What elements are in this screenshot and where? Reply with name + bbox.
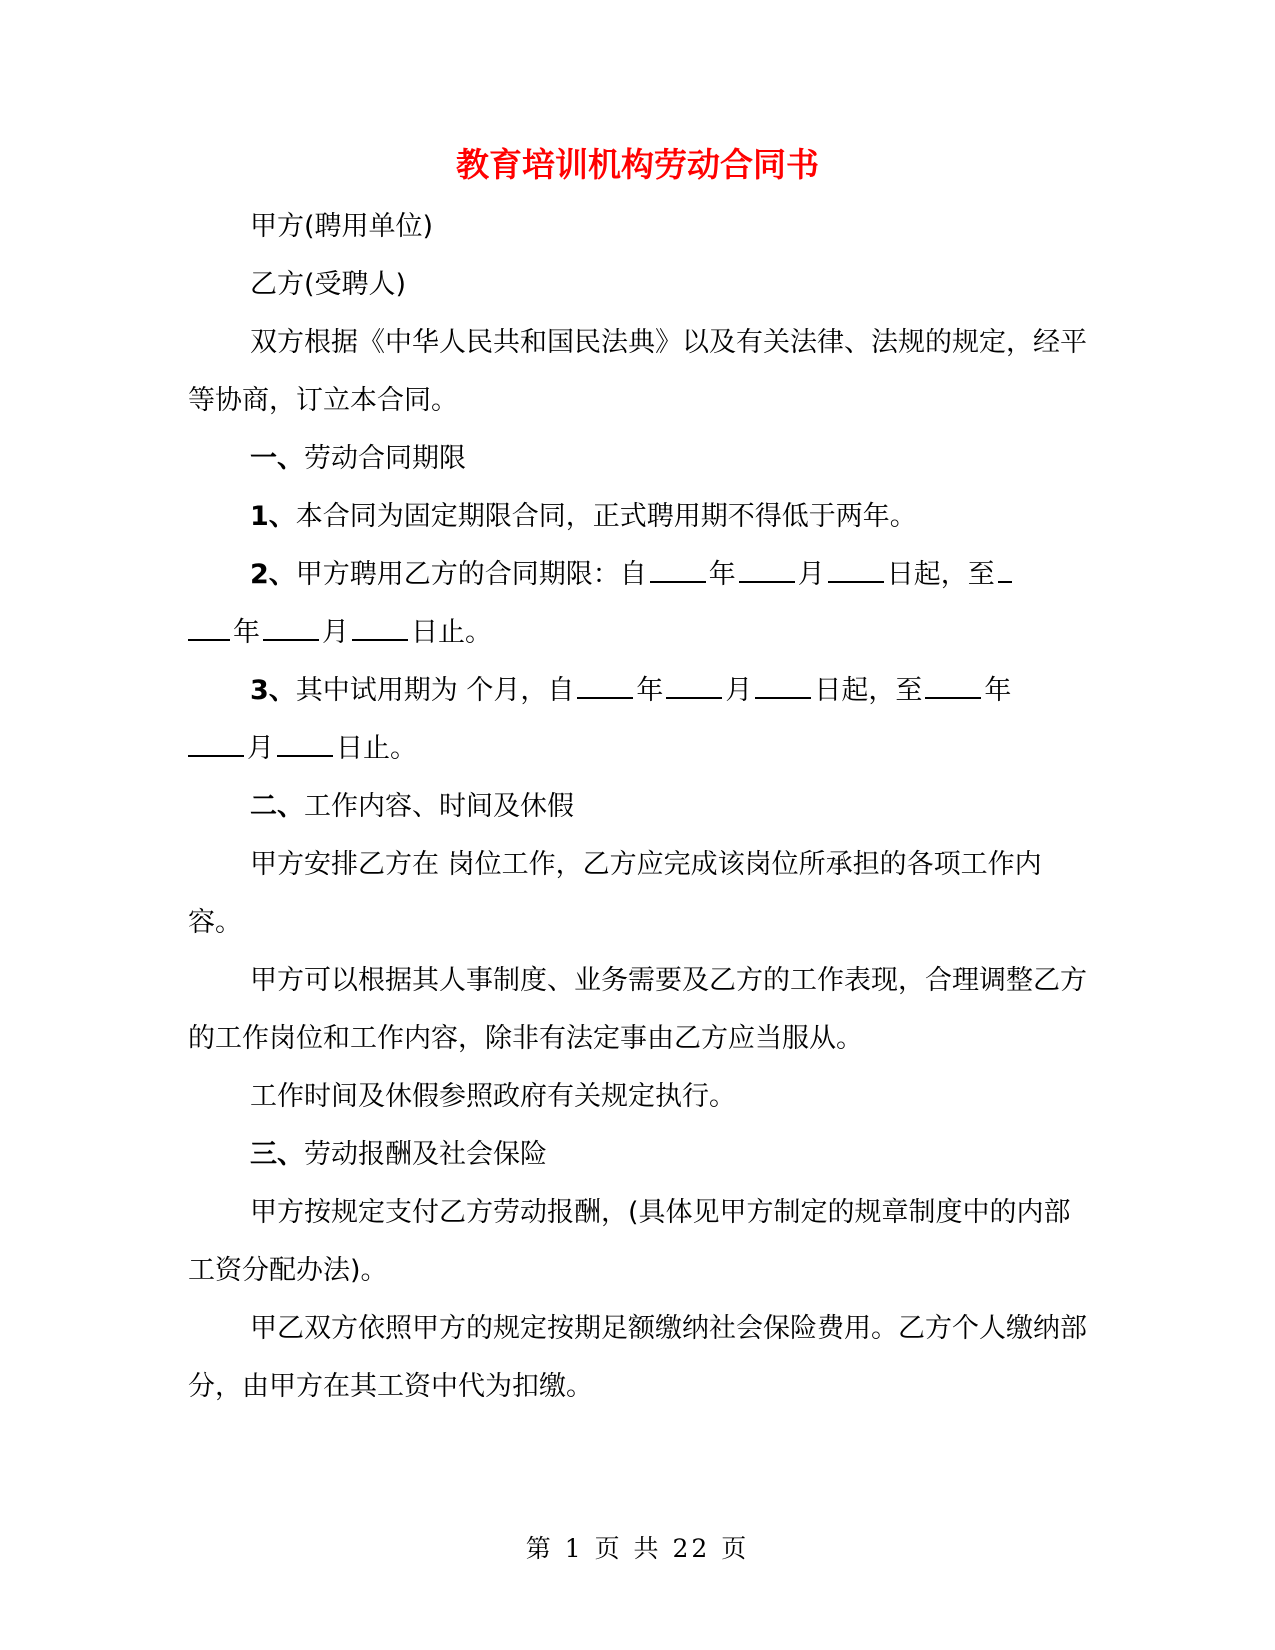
blank-end-year-part2	[188, 615, 230, 641]
section1-item2	[188, 546, 1088, 662]
section3-paragraph2: 甲乙双方依照甲方的规定按期足额缴纳社会保险费用。乙方个人缴纳部分，由甲方在其工资中代为扣缴。	[188, 1313, 1087, 1402]
unit-day-to: 日止。	[411, 617, 492, 648]
unit-year: 年	[708, 559, 736, 590]
blank-start-month	[739, 557, 795, 583]
item2-lead: 甲方聘用乙方的合同期限：自	[295, 559, 647, 590]
section2-heading	[188, 778, 1088, 836]
section1-heading-text: 劳动合同期限	[304, 443, 466, 474]
section3-paragraph1: 甲方按规定支付乙方劳动报酬，(具体见甲方制定的规章制度中的内部工资分配办法)。	[188, 1197, 1071, 1286]
unit-trial-day-to: 日止。	[336, 733, 417, 764]
blank-trial-end-day	[277, 731, 333, 757]
unit-trial-month: 月	[725, 675, 753, 706]
blank-end-day	[352, 615, 408, 641]
section2-paragraph2: 甲方可以根据其人事制度、业务需要及乙方的工作表现，合理调整乙方的工作岗位和工作内容，除非有法定事由乙方应当服从。	[188, 965, 1087, 1054]
item1-number: 1、	[250, 501, 296, 532]
party-b-line: 乙方(受聘人)	[250, 269, 407, 300]
document-title: 教育培训机构劳动合同书	[456, 145, 819, 184]
page-number-footer: 第 1 页 共 22 页	[525, 1534, 750, 1563]
unit-year-end: 年	[233, 617, 260, 648]
item1-text: 本合同为固定期限合同，正式聘用期不得低于两年。	[295, 501, 917, 532]
section3-heading-text: 劳动报酬及社会保险	[304, 1139, 547, 1170]
section2-heading-text: 工作内容、时间及休假	[304, 791, 574, 822]
blank-trial-start-month	[666, 673, 722, 699]
item2-number: 2、	[250, 559, 296, 590]
document-body	[188, 198, 1088, 1416]
item3-number: 3、	[250, 675, 296, 706]
section3-number: 三、	[250, 1139, 304, 1170]
unit-trial-year: 年	[636, 675, 664, 706]
unit-month: 月	[797, 559, 825, 590]
blank-start-day	[828, 557, 884, 583]
section1-number: 一、	[250, 443, 304, 474]
section2-paragraph1: 甲方安排乙方在 岗位工作，乙方应完成该岗位所承担的各项工作内容。	[188, 849, 1042, 938]
blank-trial-start-day	[755, 673, 811, 699]
blank-trial-end-month	[188, 731, 244, 757]
blank-trial-start-year	[577, 673, 633, 699]
party-a-line: 甲方(聘用单位)	[250, 211, 434, 242]
section1-item3	[188, 662, 1088, 778]
intro-paragraph: 双方根据《中华人民共和国民法典》以及有关法律、法规的规定，经平等协商，订立本合同。	[188, 327, 1087, 416]
unit-month-end: 月	[322, 617, 349, 648]
blank-start-year	[650, 557, 706, 583]
blank-trial-end-year	[925, 673, 981, 699]
section3-heading	[188, 1126, 1088, 1184]
unit-trial-month-end: 月	[247, 733, 274, 764]
blank-end-month	[263, 615, 319, 641]
blank-end-year-part1	[998, 557, 1012, 583]
item3-lead: 其中试用期为 个月，自	[295, 675, 575, 706]
section1-heading	[188, 430, 1088, 488]
unit-day-from: 日起，至	[886, 559, 995, 590]
section1-item1	[188, 488, 1088, 546]
unit-trial-year-end: 年	[984, 675, 1012, 706]
unit-trial-day-from: 日起，至	[814, 675, 923, 706]
section2-number: 二、	[250, 791, 304, 822]
section2-paragraph3: 工作时间及休假参照政府有关规定执行。	[250, 1081, 736, 1112]
